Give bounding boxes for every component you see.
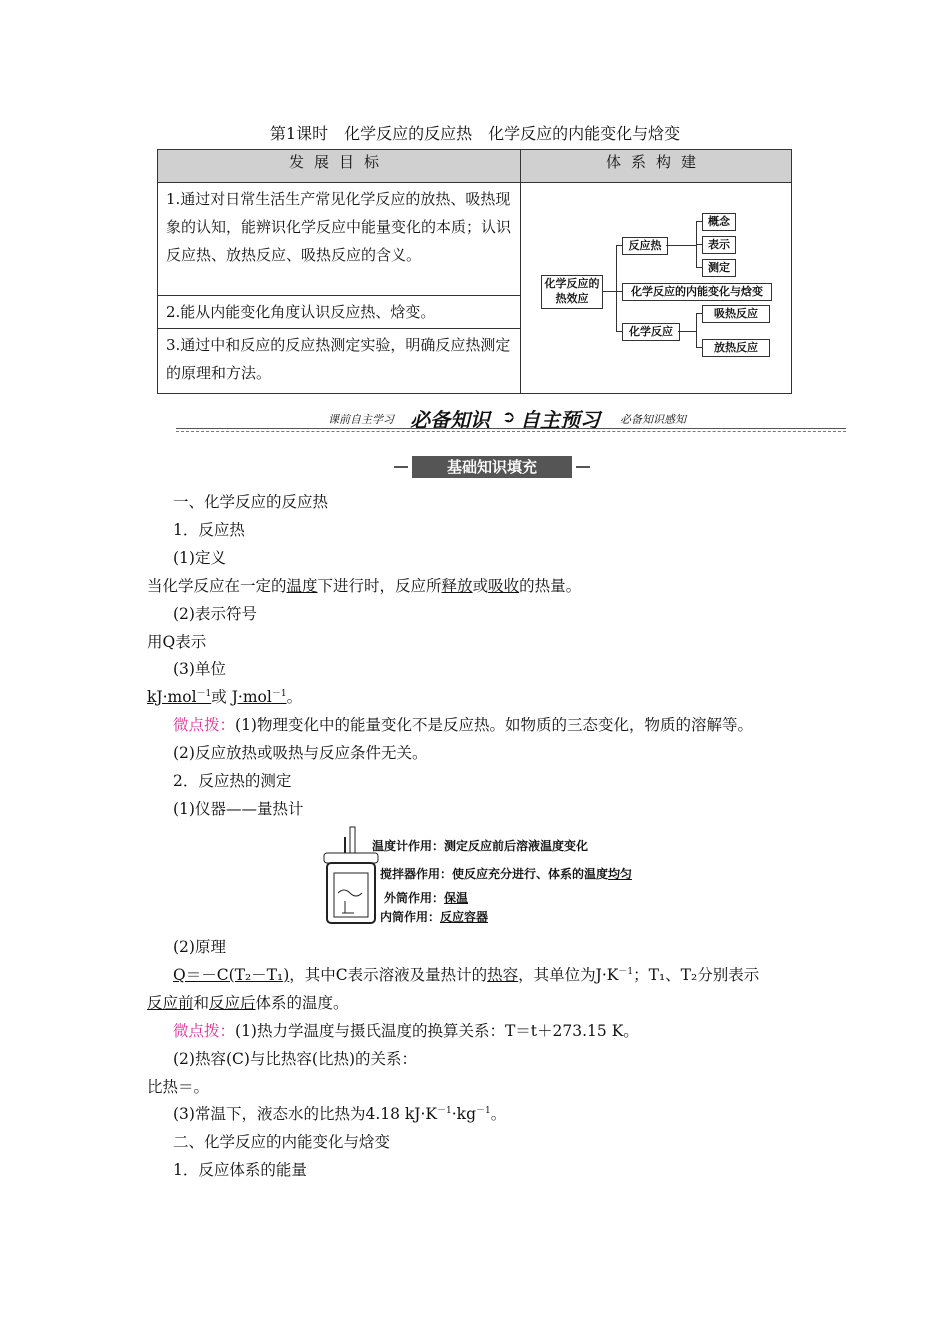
section-title: 基础知识填充 — [412, 456, 572, 478]
diagram-node-reaction-heat: 反应热 — [622, 237, 668, 255]
unit-text: kJ·mol$^{-1}$或 J·mol$^{-1}$。 — [147, 688, 303, 706]
item-instrument: (1)仪器——量热计 — [173, 800, 304, 818]
item-definition: (1)定义 — [173, 549, 226, 567]
tip-2c: 比热＝。 — [147, 1078, 210, 1096]
label-outer: 外筒作用：保温 — [384, 891, 469, 905]
diagram-root: 化学反应的热效应 — [541, 275, 603, 309]
diagram-node-endothermic: 吸热反应 — [702, 305, 770, 323]
banner-right: 必备知识感知 — [620, 413, 686, 426]
goals-table — [157, 149, 792, 394]
goal-1: 1.通过对日常生活生产常见化学反应的放热、吸热现象的认知，能辨识化学反应中能量变化的本质；认识反应热、放热反应、吸热反应的含义。 — [158, 183, 521, 296]
label-stirrer: 搅拌器作用：使反应充分进行、体系的温度均匀 — [380, 867, 633, 881]
tip-2b: (2)热容(C)与比热容(比热)的关系： — [173, 1050, 418, 1068]
banner-main-1: 必备知识 — [410, 408, 490, 432]
item-symbol: (2)表示符号 — [173, 605, 257, 623]
tip-1b: (2)反应放热或吸热与反应条件无关。 — [173, 744, 428, 762]
diagram-node-reaction: 化学反应 — [622, 323, 680, 341]
item-unit: (3)单位 — [173, 660, 226, 678]
diagram-node-notation: 表示 — [702, 236, 736, 254]
col-header-structure: 体系构建 — [521, 150, 792, 183]
principle-text-2: 反应前和反应后体系的温度。 — [147, 994, 349, 1012]
subheading-2: 2．反应热的测定 — [173, 772, 292, 790]
diagram-node-measure: 测定 — [702, 259, 736, 277]
tip-2d: (3)常温下，液态水的比热为4.18 $kJ\cdot K^{-1}\cdot kg^{-1}$。 — [173, 1105, 507, 1123]
diagram-node-exothermic: 放热反应 — [702, 339, 770, 357]
banner-main-2: 自主预习 — [520, 408, 600, 432]
item-principle: (2)原理 — [173, 938, 226, 956]
calorimeter-figure — [322, 823, 642, 928]
heading-1: 一、化学反应的反应热 — [173, 493, 329, 511]
tip-1: 微点拨：(1)物理变化中的能量变化不是反应热。如物质的三态变化，物质的溶解等。 — [173, 716, 753, 734]
label-inner: 内筒作用：反应容器 — [380, 910, 489, 924]
structure-diagram — [521, 183, 792, 394]
col-header-goals: 发展目标 — [158, 150, 521, 183]
definition-text: 当化学反应在一定的温度下进行时，反应所释放或吸收的热量。 — [147, 577, 582, 595]
page-title: 第1课时 化学反应的反应热 化学反应的内能变化与焓变 — [269, 124, 681, 143]
diagram-node-enthalpy: 化学反应的内能变化与焓变 — [622, 283, 772, 301]
diagram-node-concept: 概念 — [702, 213, 736, 231]
banner-left: 课前自主学习 — [328, 413, 394, 426]
goal-3: 3.通过中和反应的反应热测定实验，明确反应热测定的原理和方法。 — [158, 329, 521, 394]
principle-text: Q＝－C(T₂－T₁)，其中C表示溶液及量热计的热容，其单位为$J\cdot K^{-1}$；T₁、T₂分别表示 — [173, 966, 760, 984]
subheading-1: 1．反应热 — [173, 521, 245, 539]
tip-2: 微点拨：(1)热力学温度与摄氏温度的换算关系：T＝t＋273.15 K。 — [173, 1022, 639, 1040]
banner-arrow-icon: ➲ — [502, 407, 516, 426]
symbol-text: 用Q表示 — [147, 633, 207, 651]
subheading-3: 1．反应体系的能量 — [173, 1161, 307, 1179]
goal-2: 2.能从内能变化角度认识反应热、焓变。 — [158, 296, 521, 329]
label-thermometer: 温度计作用：测定反应前后溶液温度变化 — [372, 839, 589, 853]
heading-2: 二、化学反应的内能变化与焓变 — [173, 1133, 391, 1151]
section-banner — [176, 404, 846, 432]
